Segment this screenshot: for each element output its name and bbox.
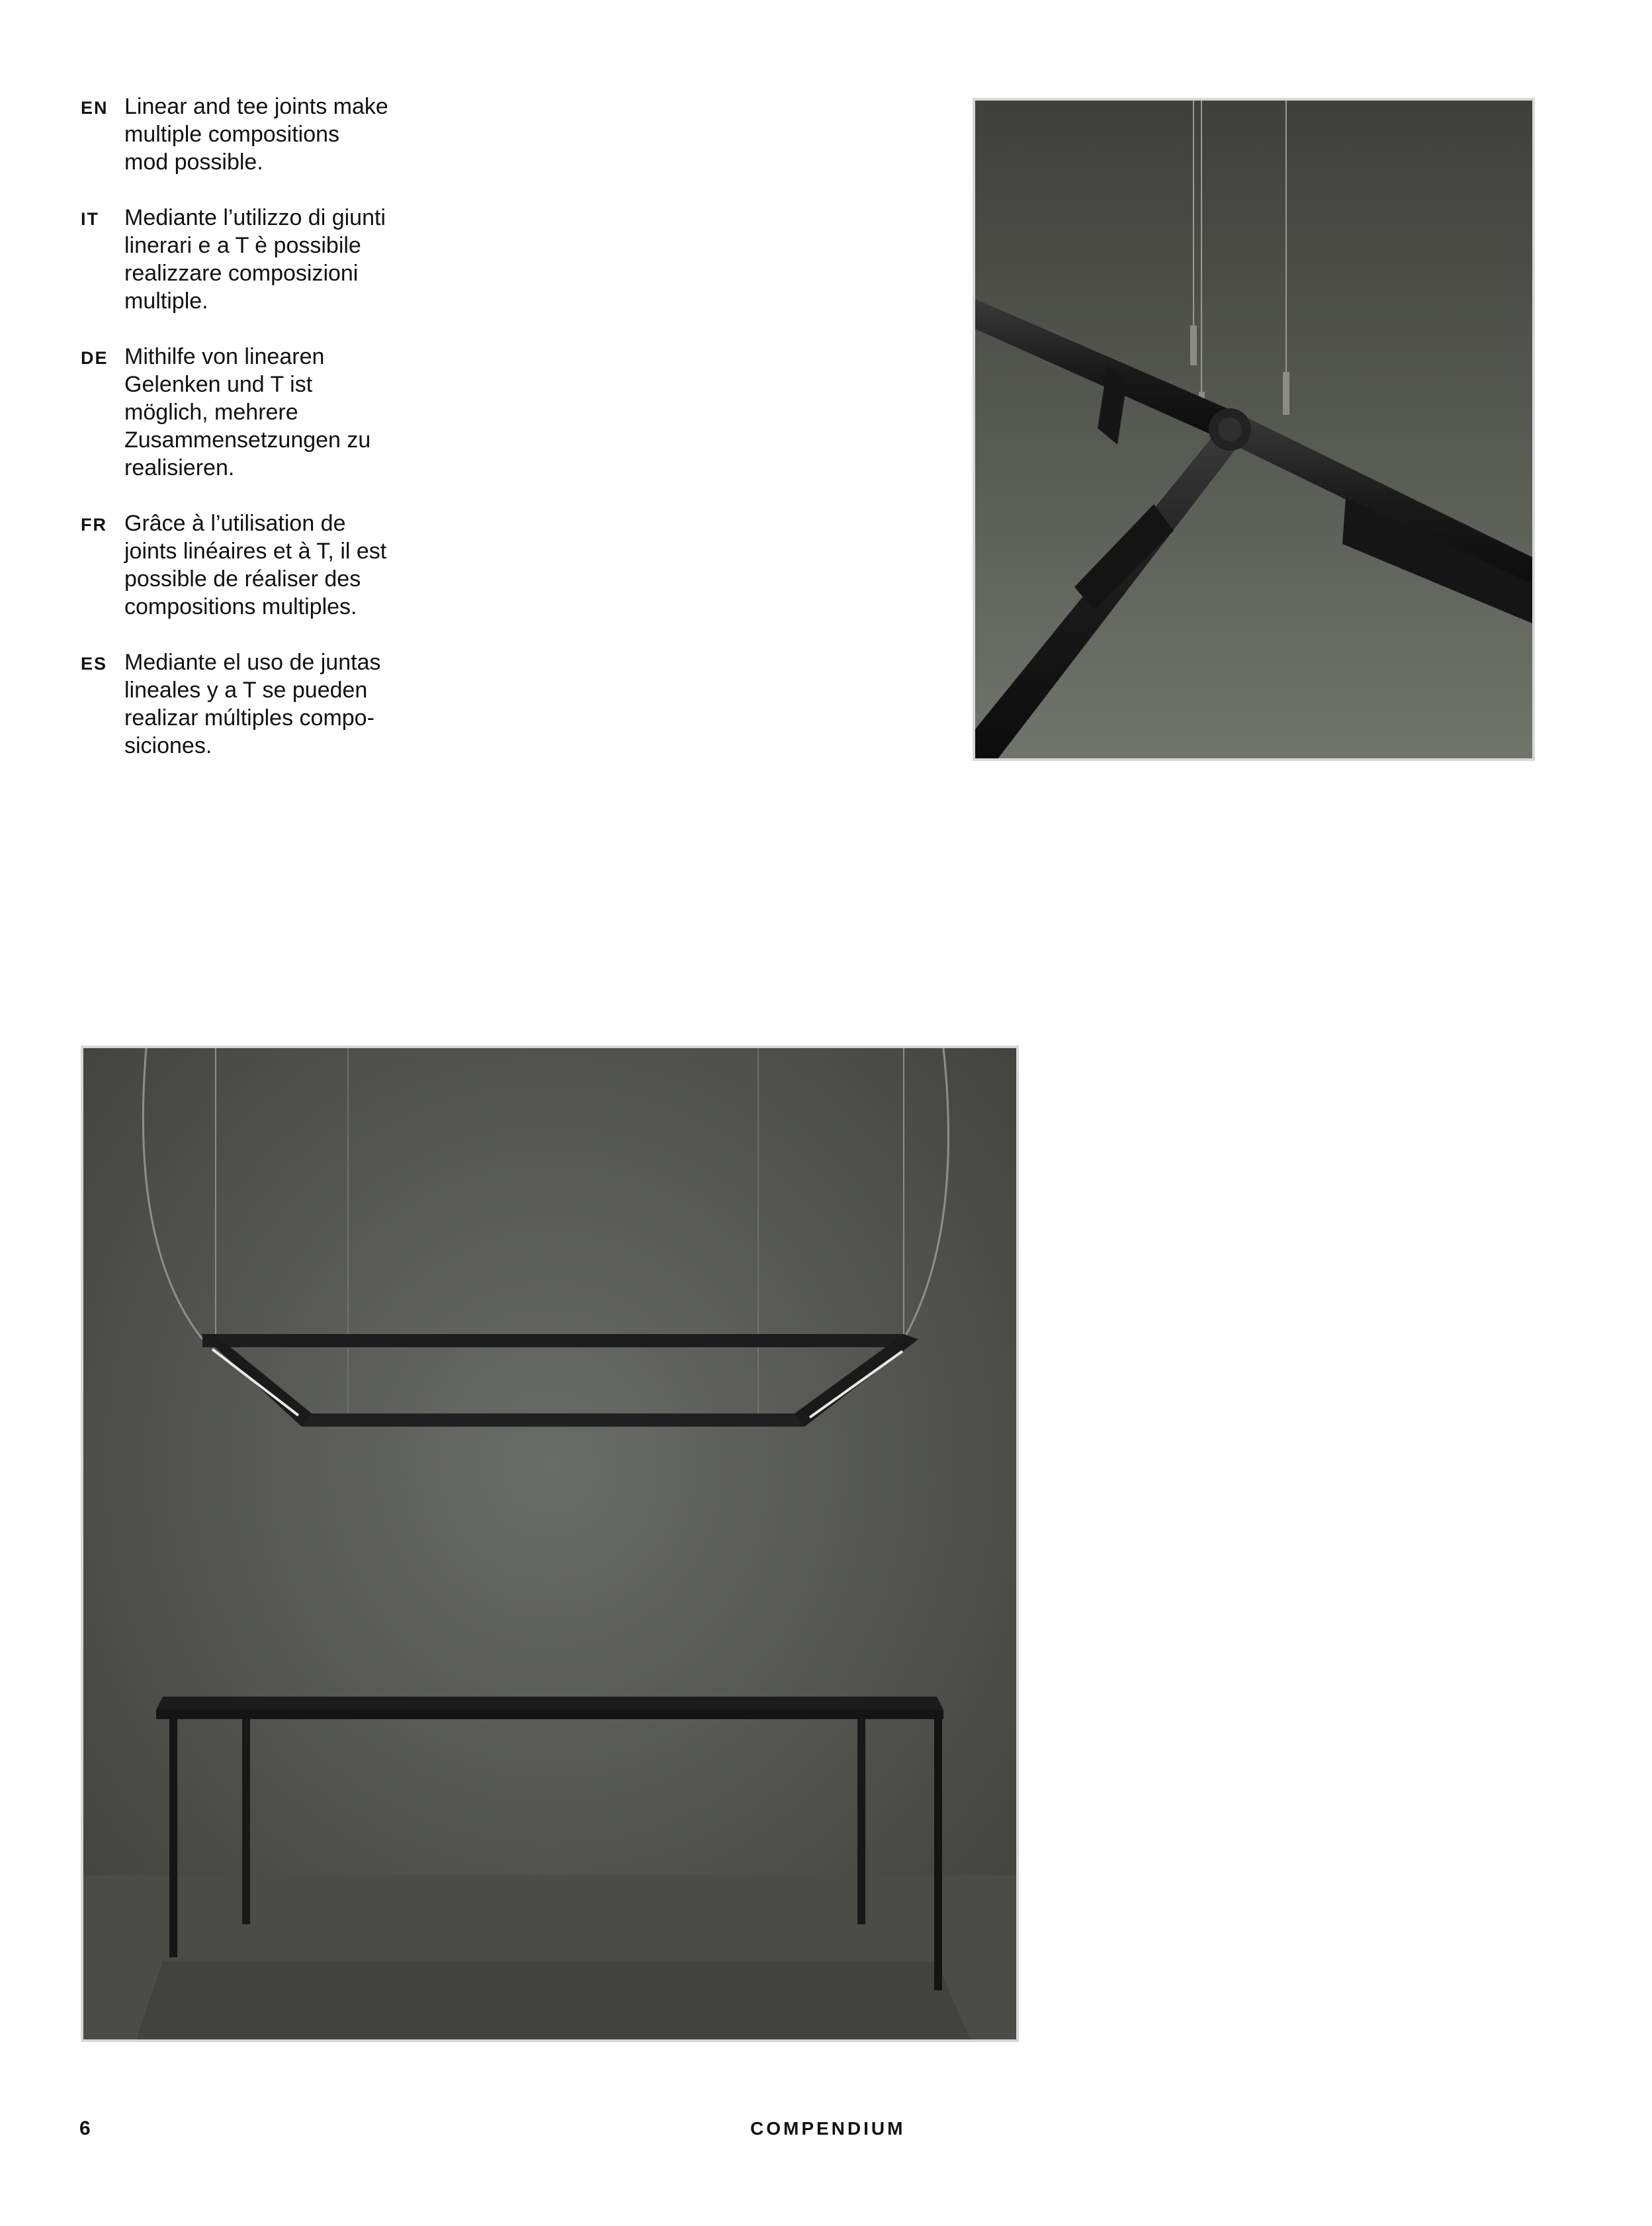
text-line: joints linéaires et à T, il est [124,539,387,564]
lang-code-it: IT [81,209,99,229]
text-line: realizzare composizioni [124,261,359,286]
text-line: Mediante el uso de juntas [124,650,381,675]
text-line: Linear and tee joints make [124,94,388,119]
text-line: possible de réaliser des [124,566,361,592]
composition-illustration [83,1048,1016,2039]
text-line: realisieren. [124,455,235,480]
lang-code-fr: FR [81,515,107,535]
lang-code-en: EN [81,98,109,118]
text-line: linerari e a T è possibile [124,233,361,258]
lang-text-de [124,343,451,482]
text-line: Grâce à l’utilisation de [124,511,346,536]
lang-code-de: DE [81,348,109,368]
text-line: Mediante l’utilizzo di giunti [124,205,386,230]
composition-photo [81,1046,1019,2042]
lang-block-es [81,648,451,760]
text-line: Mithilfe von linearen [124,344,325,369]
lang-code-es: ES [81,654,108,674]
lang-block-de [81,343,451,482]
tee-joint-illustration [975,101,1532,758]
text-line: realizar múltiples compo- [124,705,374,731]
lang-text-fr [124,510,451,621]
lang-block-it [81,204,451,315]
lang-text-it [124,204,451,315]
text-line: mod possible. [124,150,263,175]
lang-text-es [124,648,451,760]
text-line: lineales y a T se pueden [124,678,368,703]
text-line: multiple. [124,289,208,314]
text-line: Zusammensetzungen zu [124,427,371,453]
page-number: 6 [79,2117,91,2139]
lang-text-en [124,93,451,176]
text-line: siciones. [124,733,212,758]
text-line: Gelenken und T ist [124,372,313,397]
tee-joint-photo [973,98,1535,761]
footer-title: COMPENDIUM [750,2118,906,2139]
text-line: möglich, mehrere [124,400,298,425]
lang-block-en [81,93,451,176]
lang-block-fr [81,510,451,621]
multilingual-description [81,93,451,787]
text-line: compositions multiples. [124,594,357,619]
text-line: multiple compositions [124,122,340,147]
